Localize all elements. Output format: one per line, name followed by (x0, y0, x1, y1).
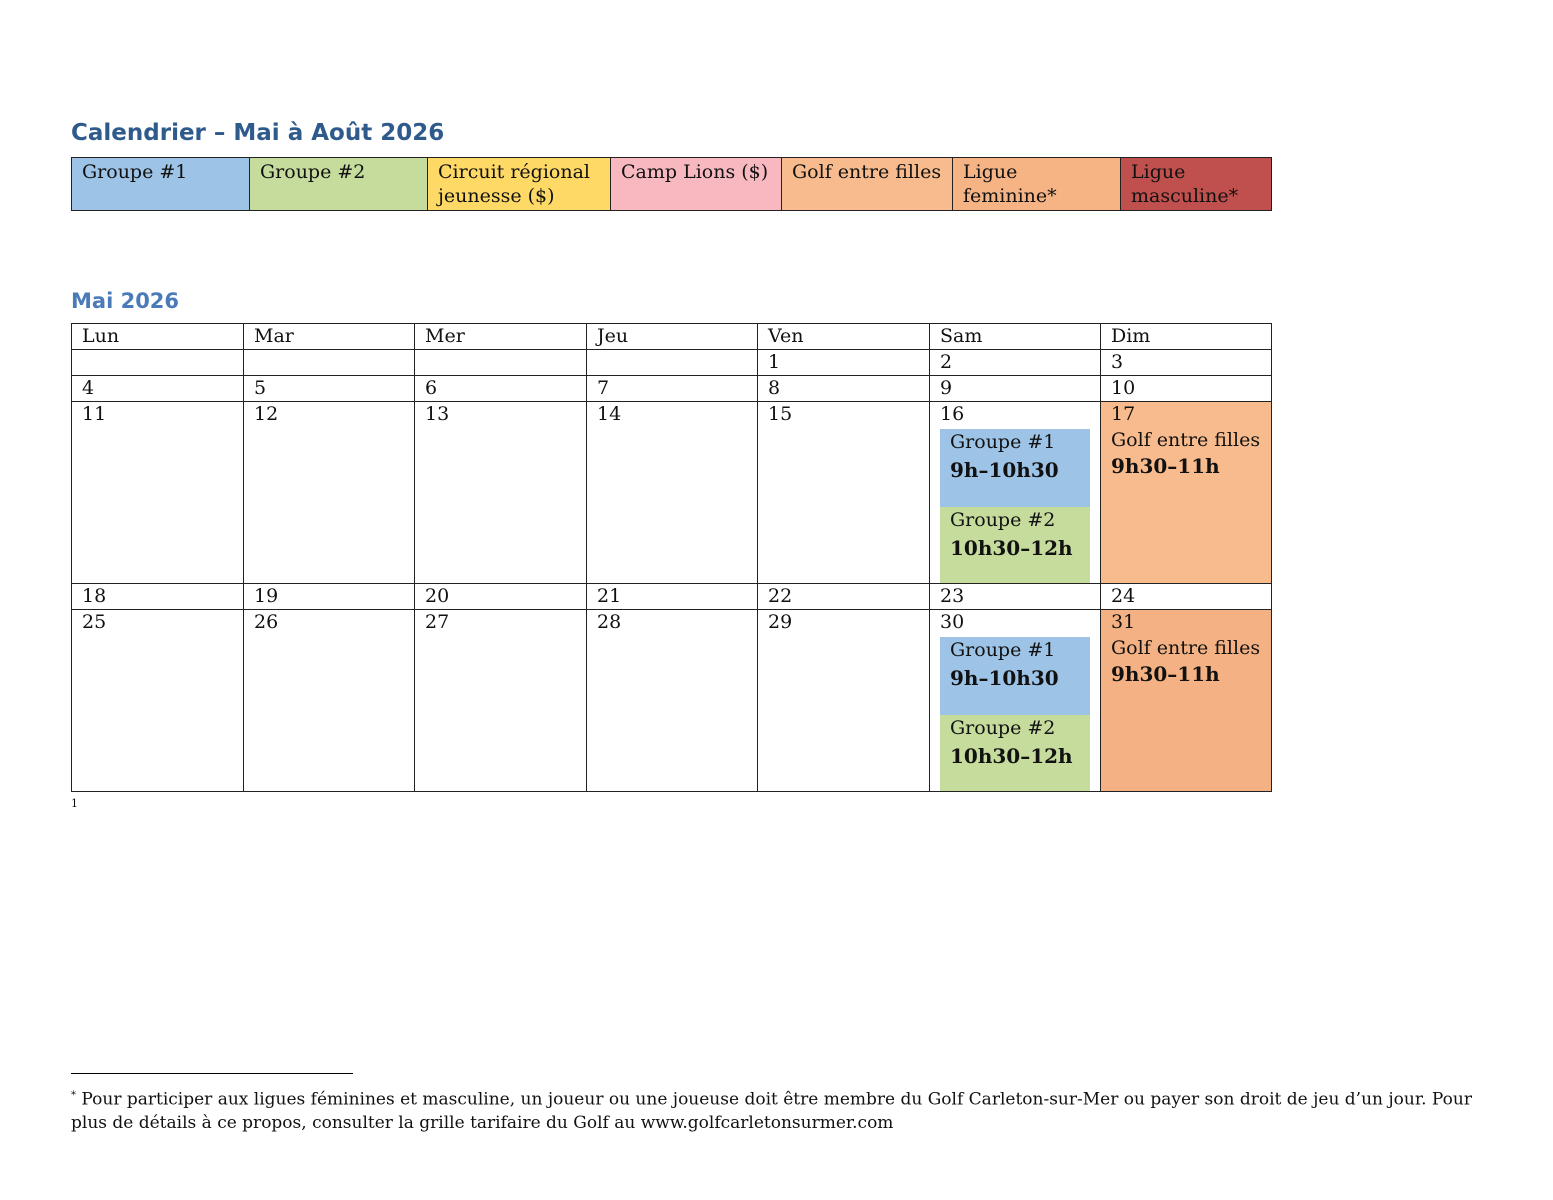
legend-golf-entre-filles: Golf entre filles (782, 158, 953, 211)
day-cell-17 (1101, 402, 1272, 584)
day-cell: 18 (72, 584, 244, 610)
event-time: 9h30–11h (1111, 662, 1220, 686)
day-number: 16 (940, 403, 965, 425)
day-cell: 21 (587, 584, 758, 610)
footnote-text: Pour participer aux ligues féminines et masculine, un joueur ou une joueuse doit être membre du Golf Carleton-sur-Mer ou payer son droit de jeu d’un jour. Pour plus de détails à ce propos, consulter la grille tarifaire du Golf au www.golfcarletonsurmer.com (71, 1089, 1472, 1133)
weekday-header: Dim (1101, 324, 1272, 350)
day-cell: 20 (415, 584, 587, 610)
day-cell (415, 350, 587, 376)
day-cell: 26 (244, 610, 415, 792)
day-cell: 7 (587, 376, 758, 402)
day-cell: 25 (72, 610, 244, 792)
legend-table (71, 157, 1272, 211)
day-cell: 12 (244, 402, 415, 584)
day-cell: 3 (1101, 350, 1272, 376)
event-label: Groupe #1 (950, 431, 1056, 453)
event-time: 9h–10h30 (950, 458, 1059, 482)
event-groupe-1 (940, 429, 1090, 507)
day-cell: 6 (415, 376, 587, 402)
day-cell (587, 350, 758, 376)
footnote-separator (71, 1073, 353, 1074)
month-title: Mai 2026 (71, 289, 180, 313)
week-row (72, 350, 1272, 376)
event-time: 10h30–12h (950, 744, 1073, 768)
day-cell: 5 (244, 376, 415, 402)
event-label: Golf entre filles (1111, 637, 1261, 659)
day-cell: 19 (244, 584, 415, 610)
week-row (72, 584, 1272, 610)
legend-groupe-2: Groupe #2 (250, 158, 428, 211)
weekday-header: Sam (930, 324, 1101, 350)
day-cell: 22 (758, 584, 930, 610)
day-cell: 2 (930, 350, 1101, 376)
day-cell: 1 (758, 350, 930, 376)
day-cell-16 (930, 402, 1101, 584)
day-cell: 8 (758, 376, 930, 402)
day-cell: 27 (415, 610, 587, 792)
page-marker: 1 (71, 797, 78, 810)
event-groupe-1 (940, 637, 1090, 715)
page-title: Calendrier – Mai à Août 2026 (71, 120, 445, 146)
event-label: Groupe #1 (950, 639, 1056, 661)
day-cell (244, 350, 415, 376)
footnote-mark: * (71, 1090, 76, 1101)
day-cell: 11 (72, 402, 244, 584)
weekday-header: Jeu (587, 324, 758, 350)
legend-ligue-masculine: Ligue masculine* (1121, 158, 1272, 211)
event-groupe-2 (940, 715, 1090, 791)
event-time: 9h30–11h (1111, 454, 1220, 478)
legend-groupe-1: Groupe #1 (72, 158, 250, 211)
calendar-table (71, 323, 1272, 792)
day-cell: 13 (415, 402, 587, 584)
week-row (72, 376, 1272, 402)
day-cell: 10 (1101, 376, 1272, 402)
day-cell: 24 (1101, 584, 1272, 610)
event-time: 9h–10h30 (950, 666, 1059, 690)
event-time: 10h30–12h (950, 536, 1073, 560)
day-cell (72, 350, 244, 376)
week-row (72, 402, 1272, 584)
day-cell: 15 (758, 402, 930, 584)
footnote (71, 1084, 1491, 1135)
event-groupe-2 (940, 507, 1090, 583)
day-cell-30 (930, 610, 1101, 792)
day-cell: 4 (72, 376, 244, 402)
week-row (72, 610, 1272, 792)
event-label: Groupe #2 (950, 509, 1056, 531)
day-cell: 9 (930, 376, 1101, 402)
day-cell-31 (1101, 610, 1272, 792)
legend-ligue-feminine: Ligue feminine* (953, 158, 1121, 211)
day-number: 17 (1111, 403, 1136, 425)
day-number: 30 (940, 611, 965, 633)
event-label: Golf entre filles (1111, 429, 1261, 451)
day-cell: 23 (930, 584, 1101, 610)
day-cell: 28 (587, 610, 758, 792)
day-cell: 14 (587, 402, 758, 584)
day-number: 31 (1111, 611, 1136, 633)
weekday-header: Mer (415, 324, 587, 350)
weekday-header: Lun (72, 324, 244, 350)
legend-camp-lions: Camp Lions ($) (611, 158, 782, 211)
weekday-header: Ven (758, 324, 930, 350)
event-label: Groupe #2 (950, 717, 1056, 739)
legend-circuit-regional: Circuit régional jeunesse ($) (428, 158, 611, 211)
weekday-header-row (72, 324, 1272, 350)
day-cell: 29 (758, 610, 930, 792)
weekday-header: Mar (244, 324, 415, 350)
